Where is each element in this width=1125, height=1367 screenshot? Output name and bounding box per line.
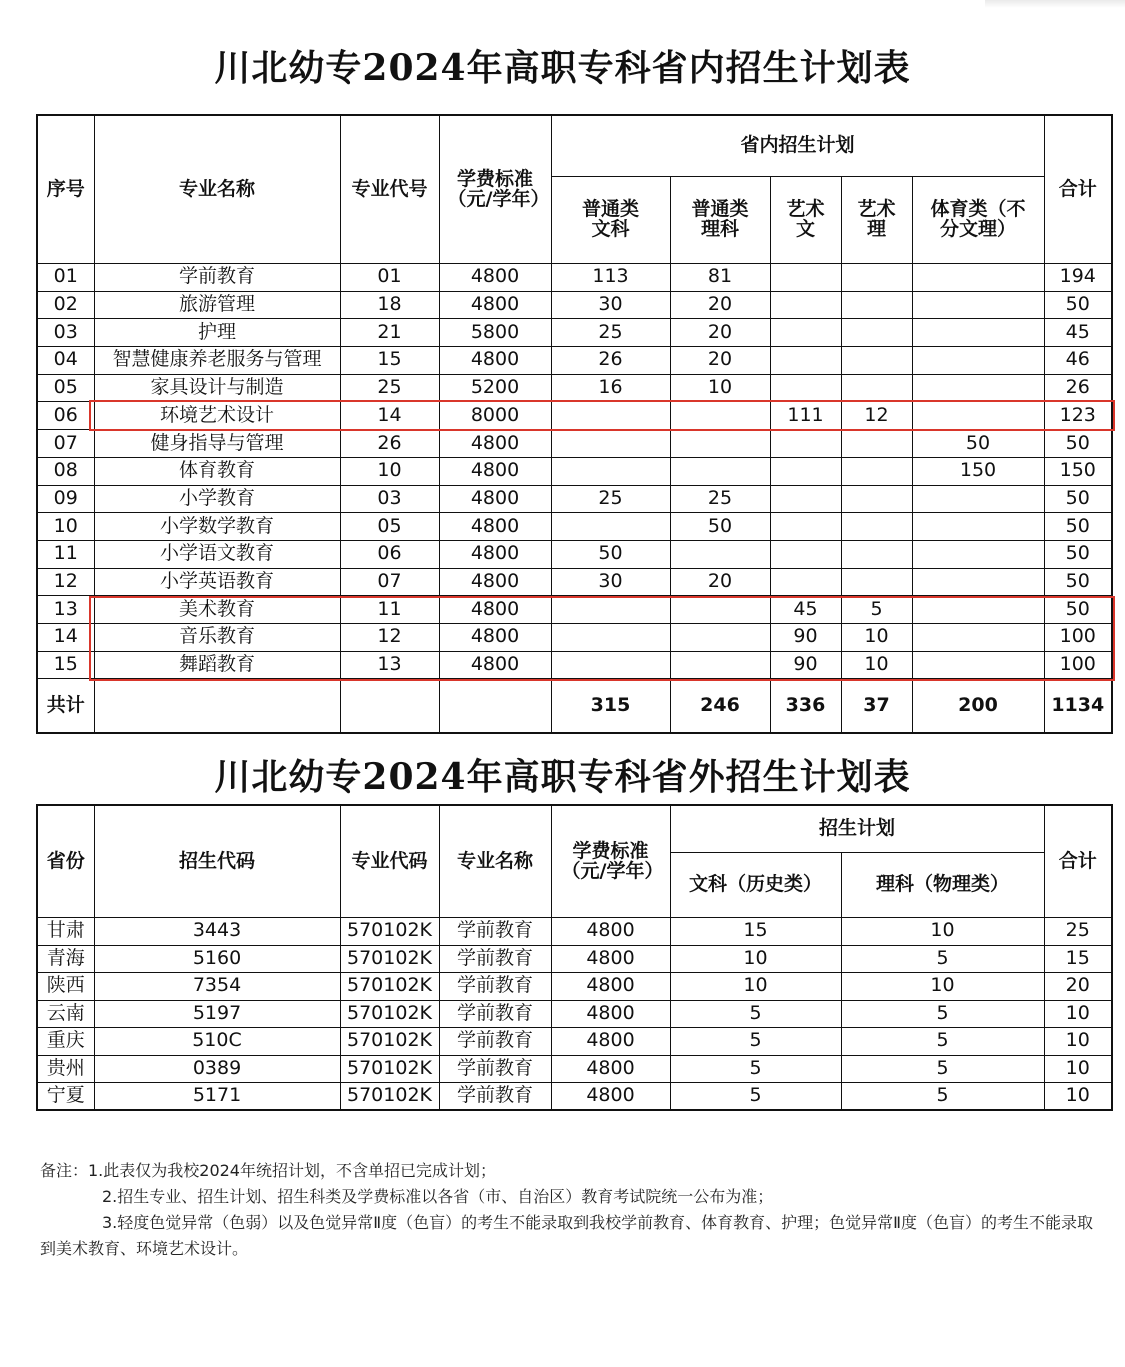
table-cell: 30 bbox=[551, 291, 670, 319]
table-cell: 25 bbox=[340, 374, 439, 402]
table-cell bbox=[912, 374, 1044, 402]
scan-shadow bbox=[985, 0, 1125, 8]
table-cell bbox=[670, 596, 770, 624]
table-cell bbox=[770, 457, 841, 485]
header-sub-science: 普通类理科 bbox=[670, 177, 770, 264]
table-cell: 26 bbox=[340, 430, 439, 458]
table-cell: 5800 bbox=[439, 319, 551, 347]
table-row bbox=[37, 1055, 1112, 1083]
table-row bbox=[37, 1000, 1112, 1028]
table-cell bbox=[770, 485, 841, 513]
table-cell: 学前教育 bbox=[439, 1055, 551, 1083]
table-row bbox=[37, 264, 1112, 292]
table-cell: 重庆 bbox=[37, 1028, 94, 1056]
table-cell bbox=[770, 291, 841, 319]
header-enroll-code: 招生代码 bbox=[94, 805, 340, 918]
table-cell: 12 bbox=[340, 623, 439, 651]
table-cell bbox=[670, 623, 770, 651]
table-row bbox=[37, 568, 1112, 596]
table-cell: 4800 bbox=[439, 513, 551, 541]
table-cell: 4800 bbox=[551, 918, 670, 946]
table-cell bbox=[770, 568, 841, 596]
table-cell: 570102K bbox=[340, 1028, 439, 1056]
table-cell: 7354 bbox=[94, 973, 340, 1001]
table-cell: 10 bbox=[1044, 1000, 1112, 1028]
table-cell: 贵州 bbox=[37, 1055, 94, 1083]
table-cell bbox=[770, 540, 841, 568]
table-cell: 50 bbox=[1044, 568, 1112, 596]
table-cell: 4800 bbox=[439, 457, 551, 485]
table-cell: 50 bbox=[1044, 291, 1112, 319]
table-cell: 10 bbox=[37, 513, 94, 541]
table-cell: 10 bbox=[841, 973, 1044, 1001]
table-cell: 15 bbox=[1044, 945, 1112, 973]
table-cell: 08 bbox=[37, 457, 94, 485]
table-cell: 4800 bbox=[439, 485, 551, 513]
table-cell: 健身指导与管理 bbox=[94, 430, 340, 458]
table-cell: 10 bbox=[1044, 1028, 1112, 1056]
table-cell: 25 bbox=[551, 485, 670, 513]
table-cell: 50 bbox=[912, 430, 1044, 458]
note-3-text: 3.轻度色觉异常（色弱）以及色觉异常Ⅱ度（色盲）的考生不能录取到我校学前教育、体育教育、护理；色觉异常Ⅱ度（色盲）的考生不能录取到美术教育、环境艺术设计。 bbox=[40, 1213, 1094, 1258]
table-cell: 113 bbox=[551, 264, 670, 292]
table-cell: 25 bbox=[551, 319, 670, 347]
table-cell: 10 bbox=[841, 623, 912, 651]
table-cell bbox=[912, 319, 1044, 347]
table-cell: 90 bbox=[770, 623, 841, 651]
table-cell bbox=[841, 540, 912, 568]
table-row bbox=[37, 623, 1112, 651]
table-row bbox=[37, 973, 1112, 1001]
table-cell: 05 bbox=[340, 513, 439, 541]
note-2: 2.招生专业、招生计划、招生科类及学费标准以各省（市、自治区）教育考试院统一公布为准； bbox=[102, 1187, 774, 1206]
table-cell bbox=[912, 596, 1044, 624]
total-empty-cell bbox=[340, 679, 439, 734]
table-cell: 10 bbox=[1044, 1055, 1112, 1083]
table-cell: 123 bbox=[1044, 402, 1112, 430]
table-cell: 09 bbox=[37, 485, 94, 513]
table-row bbox=[37, 945, 1112, 973]
table-row bbox=[37, 485, 1112, 513]
table-row bbox=[37, 540, 1112, 568]
table-row bbox=[37, 918, 1112, 946]
table-cell: 5 bbox=[670, 1083, 841, 1111]
total-cell: 336 bbox=[770, 679, 841, 734]
table-cell: 81 bbox=[670, 264, 770, 292]
header-plan: 省内招生计划 bbox=[551, 115, 1044, 177]
table-cell: 5 bbox=[841, 1055, 1044, 1083]
table-cell: 03 bbox=[340, 485, 439, 513]
table-cell: 12 bbox=[841, 402, 912, 430]
table-cell: 4800 bbox=[439, 596, 551, 624]
table-cell: 学前教育 bbox=[439, 1000, 551, 1028]
table-cell: 90 bbox=[770, 651, 841, 679]
table-cell: 小学数学教育 bbox=[94, 513, 340, 541]
table-cell: 26 bbox=[1044, 374, 1112, 402]
table-cell bbox=[770, 264, 841, 292]
table-row bbox=[37, 513, 1112, 541]
table-cell bbox=[770, 319, 841, 347]
table-cell: 10 bbox=[841, 651, 912, 679]
table-cell: 5 bbox=[841, 1000, 1044, 1028]
table-cell: 25 bbox=[1044, 918, 1112, 946]
total-row bbox=[37, 679, 1112, 734]
table-cell bbox=[670, 540, 770, 568]
table-cell: 03 bbox=[37, 319, 94, 347]
header-sub-arts: 普通类文科 bbox=[551, 177, 670, 264]
table-cell: 26 bbox=[551, 347, 670, 375]
total-cell: 200 bbox=[912, 679, 1044, 734]
table-cell: 46 bbox=[1044, 347, 1112, 375]
table-cell: 100 bbox=[1044, 651, 1112, 679]
table-cell: 4800 bbox=[439, 568, 551, 596]
total-cell: 37 bbox=[841, 679, 912, 734]
table-cell bbox=[841, 374, 912, 402]
table-cell: 20 bbox=[670, 347, 770, 375]
table-cell: 环境艺术设计 bbox=[94, 402, 340, 430]
table-cell bbox=[551, 651, 670, 679]
table-cell: 570102K bbox=[340, 1055, 439, 1083]
table-cell: 4800 bbox=[551, 1083, 670, 1111]
table2-title: 川北幼专2024年高职专科省外招生计划表 bbox=[214, 756, 911, 798]
table-cell bbox=[841, 568, 912, 596]
table-row bbox=[37, 651, 1112, 679]
header-major: 专业名称 bbox=[94, 115, 340, 264]
total-cell: 315 bbox=[551, 679, 670, 734]
header-total: 合计 bbox=[1044, 805, 1112, 918]
table-cell: 5 bbox=[670, 1000, 841, 1028]
table-cell bbox=[912, 264, 1044, 292]
table1-title: 川北幼专2024年高职专科省内招生计划表 bbox=[214, 47, 911, 89]
table-cell: 小学英语教育 bbox=[94, 568, 340, 596]
table-cell: 13 bbox=[37, 596, 94, 624]
table-cell: 18 bbox=[340, 291, 439, 319]
header-plan: 招生计划 bbox=[670, 805, 1044, 853]
table-cell: 甘肃 bbox=[37, 918, 94, 946]
header-total: 合计 bbox=[1044, 115, 1112, 264]
header-fee: 学费标准（元/学年） bbox=[439, 115, 551, 264]
table-row bbox=[37, 457, 1112, 485]
table-cell bbox=[770, 347, 841, 375]
table-row bbox=[37, 374, 1112, 402]
total-empty-cell bbox=[439, 679, 551, 734]
table-cell bbox=[670, 430, 770, 458]
table-cell: 10 bbox=[340, 457, 439, 485]
table-cell: 4800 bbox=[551, 1055, 670, 1083]
table-cell: 20 bbox=[1044, 973, 1112, 1001]
table-cell bbox=[670, 457, 770, 485]
table-cell: 20 bbox=[670, 291, 770, 319]
table-cell bbox=[551, 623, 670, 651]
table-cell: 5171 bbox=[94, 1083, 340, 1111]
table-cell: 07 bbox=[37, 430, 94, 458]
table-cell: 570102K bbox=[340, 945, 439, 973]
table-cell: 体育教育 bbox=[94, 457, 340, 485]
table-cell: 30 bbox=[551, 568, 670, 596]
table-cell: 4800 bbox=[439, 540, 551, 568]
table-row bbox=[37, 430, 1112, 458]
table-cell: 小学语文教育 bbox=[94, 540, 340, 568]
table-cell: 4800 bbox=[439, 347, 551, 375]
table-cell: 10 bbox=[1044, 1083, 1112, 1111]
table-cell: 5 bbox=[670, 1055, 841, 1083]
table-cell: 小学教育 bbox=[94, 485, 340, 513]
header-sub-history: 文科（历史类） bbox=[670, 853, 841, 918]
table-cell: 50 bbox=[551, 540, 670, 568]
table-cell: 学前教育 bbox=[439, 918, 551, 946]
in-province-plan-table bbox=[36, 114, 1113, 734]
table-cell bbox=[770, 430, 841, 458]
header-sub-art-science: 艺术理 bbox=[841, 177, 912, 264]
table-cell: 150 bbox=[912, 457, 1044, 485]
total-empty-cell bbox=[94, 679, 340, 734]
table-cell bbox=[912, 402, 1044, 430]
table-cell: 04 bbox=[37, 347, 94, 375]
table-cell: 12 bbox=[37, 568, 94, 596]
table-cell: 5197 bbox=[94, 1000, 340, 1028]
table-cell: 100 bbox=[1044, 623, 1112, 651]
table-cell: 14 bbox=[340, 402, 439, 430]
table-cell: 01 bbox=[340, 264, 439, 292]
table-cell: 15 bbox=[670, 918, 841, 946]
table-cell: 5 bbox=[841, 945, 1044, 973]
table-cell: 50 bbox=[1044, 596, 1112, 624]
table-cell: 50 bbox=[1044, 513, 1112, 541]
table-cell: 宁夏 bbox=[37, 1083, 94, 1111]
table-cell: 4800 bbox=[439, 651, 551, 679]
table-cell bbox=[770, 513, 841, 541]
table-cell: 5160 bbox=[94, 945, 340, 973]
table-cell: 青海 bbox=[37, 945, 94, 973]
table-row bbox=[37, 1083, 1112, 1111]
note-1: 备注：1.此表仅为我校2024年统招计划，不含单招已完成计划； bbox=[40, 1161, 496, 1180]
table-cell: 学前教育 bbox=[439, 945, 551, 973]
table-cell bbox=[841, 291, 912, 319]
table-cell: 111 bbox=[770, 402, 841, 430]
table-cell bbox=[912, 513, 1044, 541]
table-cell: 20 bbox=[670, 319, 770, 347]
table-cell: 云南 bbox=[37, 1000, 94, 1028]
table-cell: 45 bbox=[1044, 319, 1112, 347]
table-cell: 护理 bbox=[94, 319, 340, 347]
table-row bbox=[37, 402, 1112, 430]
table-cell: 02 bbox=[37, 291, 94, 319]
table-cell: 150 bbox=[1044, 457, 1112, 485]
table-cell: 智慧健康养老服务与管理 bbox=[94, 347, 340, 375]
table-cell bbox=[912, 568, 1044, 596]
table-cell bbox=[551, 513, 670, 541]
table-cell: 舞蹈教育 bbox=[94, 651, 340, 679]
table-cell: 15 bbox=[340, 347, 439, 375]
out-province-plan-table bbox=[36, 804, 1113, 1111]
table-cell bbox=[841, 513, 912, 541]
header-major: 专业名称 bbox=[439, 805, 551, 918]
table-cell: 10 bbox=[670, 374, 770, 402]
table-cell: 4800 bbox=[439, 291, 551, 319]
table-cell: 50 bbox=[1044, 540, 1112, 568]
table-cell: 50 bbox=[1044, 485, 1112, 513]
total-cell: 246 bbox=[670, 679, 770, 734]
table-cell bbox=[551, 596, 670, 624]
table-cell bbox=[841, 485, 912, 513]
table-cell: 0389 bbox=[94, 1055, 340, 1083]
table-cell: 5 bbox=[670, 1028, 841, 1056]
header-seq: 序号 bbox=[37, 115, 94, 264]
total-cell: 1134 bbox=[1044, 679, 1112, 734]
table-cell: 学前教育 bbox=[94, 264, 340, 292]
table-cell: 4800 bbox=[439, 623, 551, 651]
table-cell bbox=[770, 374, 841, 402]
table-cell: 5200 bbox=[439, 374, 551, 402]
table-cell: 美术教育 bbox=[94, 596, 340, 624]
table-cell: 570102K bbox=[340, 918, 439, 946]
table-cell: 14 bbox=[37, 623, 94, 651]
table-cell: 16 bbox=[551, 374, 670, 402]
table-cell: 音乐教育 bbox=[94, 623, 340, 651]
table-cell: 07 bbox=[340, 568, 439, 596]
header-sub-physics: 理科（物理类） bbox=[841, 853, 1044, 918]
table-cell: 8000 bbox=[439, 402, 551, 430]
table-cell: 05 bbox=[37, 374, 94, 402]
table-cell: 570102K bbox=[340, 973, 439, 1001]
table-cell: 10 bbox=[841, 918, 1044, 946]
table-cell bbox=[841, 319, 912, 347]
table-cell: 25 bbox=[670, 485, 770, 513]
table-cell: 学前教育 bbox=[439, 1083, 551, 1111]
total-label: 共计 bbox=[37, 679, 94, 734]
table-cell: 4800 bbox=[551, 973, 670, 1001]
table-row bbox=[37, 596, 1112, 624]
table-cell bbox=[912, 651, 1044, 679]
table-cell bbox=[912, 623, 1044, 651]
header-sub-sports: 体育类（不分文理） bbox=[912, 177, 1044, 264]
header-sub-art-arts: 艺术文 bbox=[770, 177, 841, 264]
table-cell bbox=[670, 651, 770, 679]
table-cell: 50 bbox=[670, 513, 770, 541]
table-cell: 01 bbox=[37, 264, 94, 292]
table-cell: 570102K bbox=[340, 1000, 439, 1028]
table-cell: 4800 bbox=[551, 945, 670, 973]
note-3 bbox=[40, 1210, 1100, 1262]
table-cell: 570102K bbox=[340, 1083, 439, 1111]
notes bbox=[40, 1158, 1100, 1262]
table-cell bbox=[551, 457, 670, 485]
table-row bbox=[37, 319, 1112, 347]
table-cell bbox=[551, 430, 670, 458]
table-cell: 4800 bbox=[551, 1000, 670, 1028]
table-cell: 3443 bbox=[94, 918, 340, 946]
table-cell: 4800 bbox=[439, 264, 551, 292]
table-row bbox=[37, 291, 1112, 319]
table-cell: 旅游管理 bbox=[94, 291, 340, 319]
table-cell: 4800 bbox=[551, 1028, 670, 1056]
table-cell bbox=[841, 457, 912, 485]
table-cell bbox=[912, 347, 1044, 375]
table-cell bbox=[912, 485, 1044, 513]
table-cell: 10 bbox=[670, 973, 841, 1001]
table-cell bbox=[551, 402, 670, 430]
table-cell: 15 bbox=[37, 651, 94, 679]
table-cell bbox=[912, 291, 1044, 319]
table-cell: 家具设计与制造 bbox=[94, 374, 340, 402]
table-cell: 510C bbox=[94, 1028, 340, 1056]
table-cell: 50 bbox=[1044, 430, 1112, 458]
table-cell: 21 bbox=[340, 319, 439, 347]
table-row bbox=[37, 1028, 1112, 1056]
header-code: 专业代号 bbox=[340, 115, 439, 264]
table-cell: 20 bbox=[670, 568, 770, 596]
table-cell bbox=[841, 264, 912, 292]
table-cell: 11 bbox=[340, 596, 439, 624]
header-fee: 学费标准（元/学年） bbox=[551, 805, 670, 918]
table-cell bbox=[841, 430, 912, 458]
table-cell bbox=[841, 347, 912, 375]
table-cell: 06 bbox=[37, 402, 94, 430]
table-cell: 11 bbox=[37, 540, 94, 568]
table-cell: 5 bbox=[841, 1083, 1044, 1111]
table-cell: 4800 bbox=[439, 430, 551, 458]
table-cell: 陕西 bbox=[37, 973, 94, 1001]
table-cell: 06 bbox=[340, 540, 439, 568]
table-cell: 学前教育 bbox=[439, 1028, 551, 1056]
table-cell: 5 bbox=[841, 1028, 1044, 1056]
header-major-code: 专业代码 bbox=[340, 805, 439, 918]
table-cell: 45 bbox=[770, 596, 841, 624]
table-cell: 5 bbox=[841, 596, 912, 624]
table-cell: 10 bbox=[670, 945, 841, 973]
table-cell: 13 bbox=[340, 651, 439, 679]
table-cell bbox=[670, 402, 770, 430]
header-province: 省份 bbox=[37, 805, 94, 918]
table-cell: 194 bbox=[1044, 264, 1112, 292]
table-cell bbox=[912, 540, 1044, 568]
table-cell: 学前教育 bbox=[439, 973, 551, 1001]
table-row bbox=[37, 347, 1112, 375]
